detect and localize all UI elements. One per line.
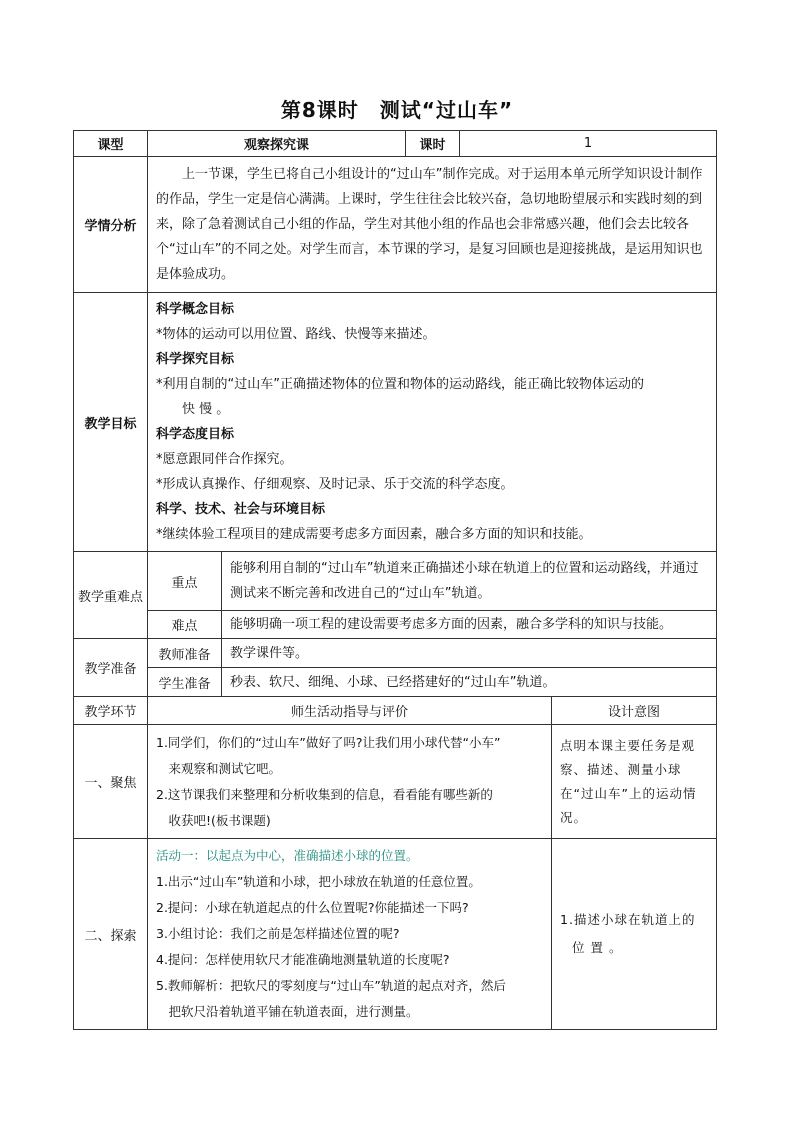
inquiry-goal-item: *利用自制的“过山车”正确描述物体的位置和物体的运动路线，能正确比较物体运动的 xyxy=(156,377,644,392)
goals-label: 教学目标 xyxy=(74,293,148,552)
focus-item: 2.这节课我们来整理和分析收集到的信息，看看能有哪些新的 xyxy=(156,786,493,802)
row-goals xyxy=(74,293,717,552)
teacher-prep-text: 教学课件等。 xyxy=(230,645,309,661)
key-text: 能够利用自制的“过山车”轨道来正确描述小球在轨道上的位置和运动路线，并通过测试来不断完善和改进自己的“过山车”轨道。 xyxy=(230,561,699,601)
explore-label: 二、探索 xyxy=(74,839,148,1030)
prep-label: 教学准备 xyxy=(74,639,148,697)
stse-goal-title: 科学、技术、社会与环境目标 xyxy=(156,502,326,517)
attitude-goal-item: *愿意跟同伴合作探究。 xyxy=(156,452,293,467)
concept-goal-title: 科学概念目标 xyxy=(156,302,235,317)
attitude-goal-title: 科学态度目标 xyxy=(156,427,235,442)
focus-item: 1.同学们，你们的“过山车”做好了吗?让我们用小球代替“小车” xyxy=(156,734,501,750)
explore-item: 5.教师解析：把软尺的零刻度与“过山车”轨道的起点对齐，然后 xyxy=(156,978,506,993)
explore-item: 4.提问：怎样使用软尺才能准确地测量轨道的长度呢? xyxy=(156,952,450,967)
lesson-type-value: 观察探究课 xyxy=(148,131,406,157)
process-col-design: 设计意图 xyxy=(552,697,717,725)
explore-design-intent: 1.描述小球在轨道上的 xyxy=(560,912,696,927)
row-key-point xyxy=(74,552,717,611)
inquiry-goal-title: 科学探究目标 xyxy=(156,352,235,367)
lesson-type-label: 课型 xyxy=(74,131,148,157)
analysis-label: 学情分析 xyxy=(74,157,148,293)
student-prep-label: 学生准备 xyxy=(148,668,222,697)
lesson-hours-label: 课时 xyxy=(406,131,460,157)
lesson-hours-value: 1 xyxy=(460,131,717,157)
focus-item-cont: 来观察和测试它吧。 xyxy=(168,760,282,776)
page-title: 第8课时 测试“过山车” xyxy=(280,98,514,122)
process-col-stage: 教学环节 xyxy=(74,697,148,725)
focus-design-intent: 点明本课主要任务是观察、描述、测量小球在“过山车”上的运动情况。 xyxy=(560,737,697,825)
row-process-header xyxy=(74,697,717,725)
explore-design-intent-cont: 位 置 。 xyxy=(572,940,623,955)
row-lesson-type xyxy=(74,131,717,157)
lesson-plan-table xyxy=(73,130,717,1030)
student-prep-text: 秒表、软尺、细绳、小球、已经搭建好的“过山车”轨道。 xyxy=(230,674,556,690)
key-points-label: 教学重难点 xyxy=(74,552,148,639)
explore-item: 2.提问：小球在轨道起点的什么位置呢?你能描述一下吗? xyxy=(156,900,469,915)
attitude-goal-item: *形成认真操作、仔细观察、及时记录、乐于交流的科学态度。 xyxy=(156,477,514,492)
row-student-prep xyxy=(74,668,717,697)
hard-text: 能够明确一项工程的建设需要考虑多方面的因素，融合多学科的知识与技能。 xyxy=(230,617,673,632)
key-label: 重点 xyxy=(148,552,222,611)
row-explore xyxy=(74,839,717,1030)
row-focus xyxy=(74,725,717,839)
row-hard-point xyxy=(74,611,717,639)
focus-label: 一、聚焦 xyxy=(74,725,148,839)
row-teacher-prep xyxy=(74,639,717,668)
explore-item-cont: 把软尺沿着轨道平铺在轨道表面，进行测量。 xyxy=(168,1004,419,1019)
hard-label: 难点 xyxy=(148,611,222,639)
concept-goal-item: *物体的运动可以用位置、路线、快慢等来描述。 xyxy=(156,327,436,342)
analysis-text: 上一节课，学生已将自己小组设计的“过山车”制作完成。对于运用本单元所学知识设计制作的作品，学生一定是信心满满。上课时，学生往往会比较兴奋，急切地盼望展示和实践时刻的到来，除了急着测试自己小组的作品，学生对其他小组的作品也会非常感兴趣，他们会去比较各个“过山车”的不同之处。对学生而言，本节课的学习，是复习回顾也是迎接挑战，是运用知识也是体验成功。 xyxy=(156,167,703,282)
explore-item: 1.出示“过山车”轨道和小球，把小球放在轨道的任意位置。 xyxy=(156,874,481,889)
focus-item-cont: 收获吧!(板书课题) xyxy=(168,812,271,828)
stse-goal-item: *继续体验工程项目的建成需要考虑多方面因素，融合多方面的知识和技能。 xyxy=(156,527,592,542)
explore-activity-title: 活动一：以起点为中心，准确描述小球的位置。 xyxy=(156,848,419,863)
teacher-prep-label: 教师准备 xyxy=(148,639,222,668)
process-col-activity: 师生活动指导与评价 xyxy=(148,697,552,725)
explore-item: 3.小组讨论：我们之前是怎样描述位置的呢? xyxy=(156,926,400,941)
row-analysis xyxy=(74,157,717,293)
inquiry-goal-item-cont: 快 慢 。 xyxy=(182,402,230,417)
